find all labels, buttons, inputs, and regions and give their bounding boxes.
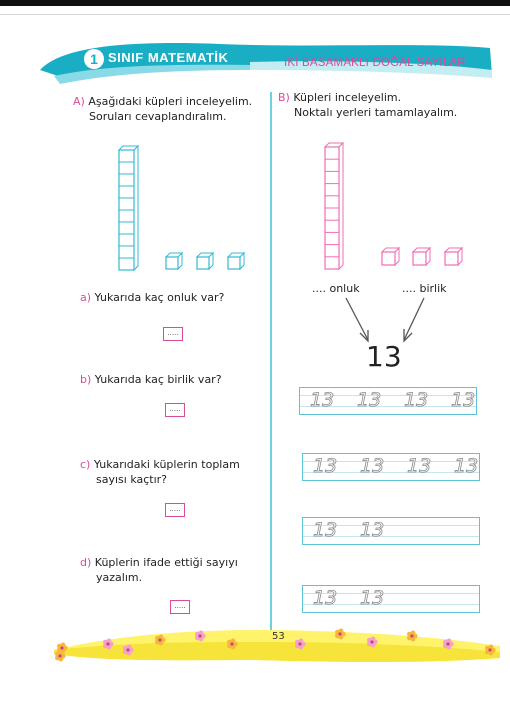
tracing-number: 13 [313, 587, 338, 609]
answer-box-a[interactable]: ..... [163, 327, 183, 341]
section-label-a: A) [73, 95, 85, 108]
tracing-number: 13 [451, 389, 476, 411]
tracing-row[interactable] [302, 517, 480, 545]
tracing-number: 13 [313, 455, 338, 477]
tracing-number: 13 [360, 455, 385, 477]
left-instruction-line-1: Aşağıdaki küpleri inceleyelim. [88, 95, 253, 108]
page-number: 53 [272, 631, 285, 642]
right-instruction-line-2: Noktalı yerleri tamamlayalım. [294, 106, 458, 119]
question-d-label: d) [80, 556, 92, 569]
tens-caption: .... onluk [312, 282, 360, 295]
left-instruction-line-2: Soruları cevaplandıralım. [89, 110, 227, 123]
tracing-number: 13 [454, 455, 479, 477]
topic-title: İKİ BASAMAKLI DOĞAL SAYILAR [284, 57, 466, 69]
answer-box-b[interactable]: ..... [165, 403, 185, 417]
tracing-number: 13 [407, 455, 432, 477]
page-title: SINIF MATEMATİK [108, 50, 229, 65]
tracing-number: 13 [360, 519, 385, 541]
tracing-number: 13 [404, 389, 429, 411]
question-c-label: c) [80, 458, 91, 471]
tracing-row[interactable] [299, 387, 477, 415]
answer-box-c[interactable]: ..... [165, 503, 185, 517]
question-b-text: Yukarıda kaç birlik var? [94, 373, 222, 386]
answer-box-d[interactable]: ..... [170, 600, 190, 614]
right-instruction-line-1: Küpleri inceleyelim. [293, 91, 402, 104]
question-c-text-1: Yukarıdaki küplerin toplam [93, 458, 240, 471]
section-label-b: B) [278, 91, 290, 104]
tracing-number: 13 [357, 389, 382, 411]
footer-flower-border [0, 620, 510, 670]
tracing-row[interactable] [302, 585, 480, 613]
question-d-text-1: Küplerin ifade ettiği sayıyı [94, 556, 238, 569]
ones-caption: .... birlik [402, 282, 447, 295]
tracing-row[interactable] [302, 453, 480, 481]
unit-number-badge: 1 [84, 49, 104, 69]
question-d-text-2: yazalım. [96, 571, 143, 584]
tracing-number: 13 [313, 519, 338, 541]
question-c-text-2: sayısı kaçtır? [96, 473, 168, 486]
question-b-label: b) [80, 373, 92, 386]
question-a-text: Yukarıda kaç onluk var? [94, 291, 225, 304]
tracing-number: 13 [310, 389, 335, 411]
result-number: 13 [366, 340, 402, 373]
tracing-number: 13 [360, 587, 385, 609]
question-a-label: a) [80, 291, 92, 304]
